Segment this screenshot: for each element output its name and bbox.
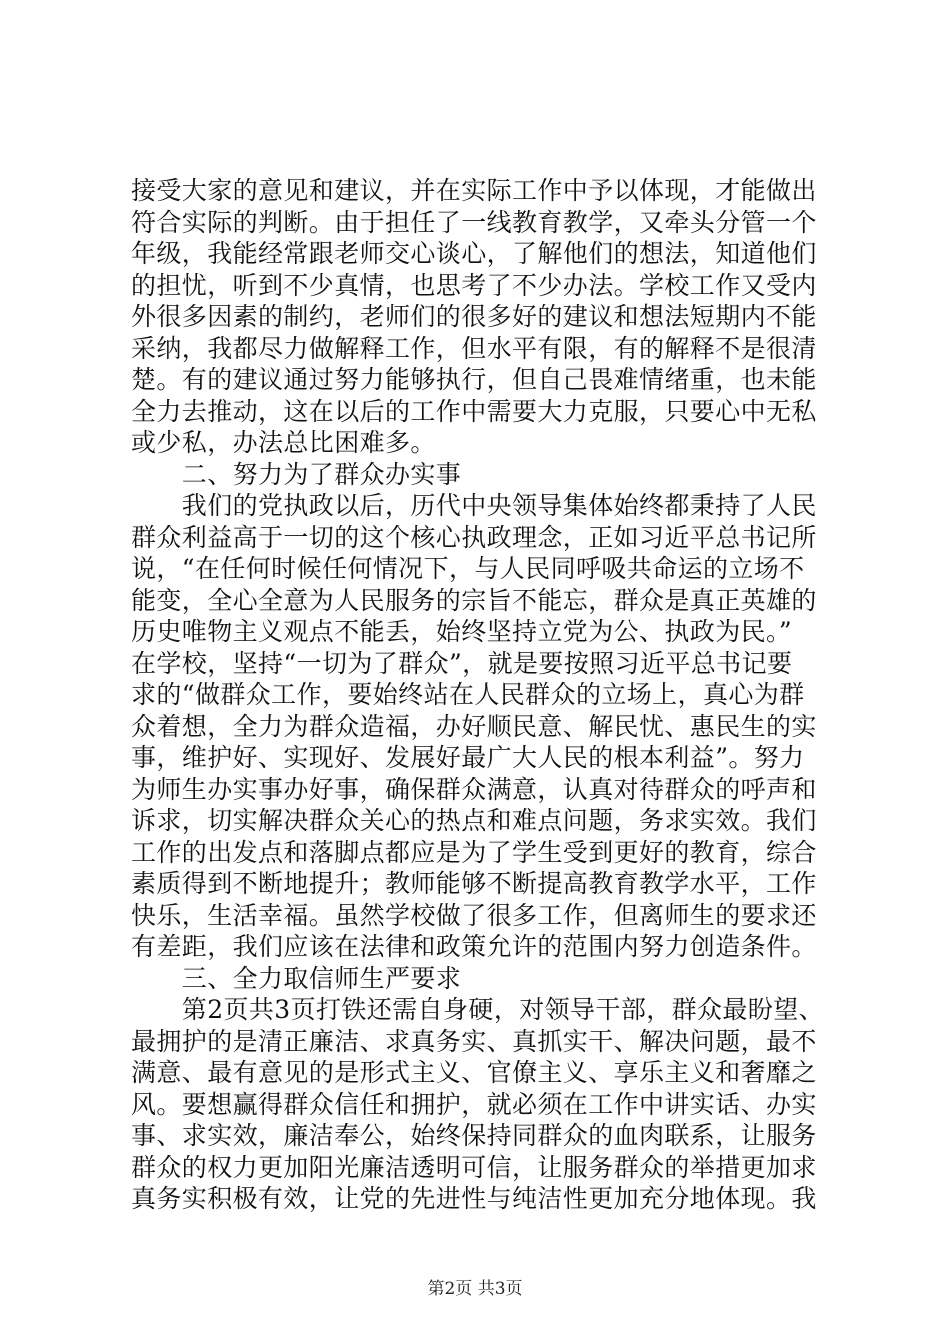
text-line: 群众利益高于一切的这个核心执政理念，正如习近平总书记所: [131, 522, 817, 552]
page-footer: 第2页 共3页: [427, 1279, 523, 1299]
text-line: 群众的权力更加阳光廉洁透明可信，让服务群众的举措更加求: [131, 1152, 817, 1182]
document-body: [131, 175, 831, 1215]
text-line: 在学校，坚持“一切为了群众”，就是要按照习近平总书记要: [131, 648, 793, 678]
text-line: 求的“做群众工作，要始终站在人民群众的立场上，真心为群: [131, 680, 805, 709]
text-line: 说，“在任何时候任何情况下，与人民同呼吸共命运的立场不: [131, 554, 805, 583]
text-line: 采纳，我都尽力做解释工作，但水平有限，有的解释不是很清: [131, 333, 817, 363]
text-line: 事，维护好、实现好、发展好最广大人民的根本利益”。努力: [131, 743, 805, 772]
text-line: 素质得到不断地提升；教师能够不断提高教育教学水平，工作: [131, 869, 817, 898]
text-line: 的担忧，听到不少真情，也思考了不少办法。学校工作又受内: [131, 270, 817, 300]
text-line: 历史唯物主义观点不能丢，始终坚持立党为公、执政为民。”: [131, 617, 793, 646]
text-line: 有差距，我们应该在法律和政策允许的范围内努力创造条件。: [131, 932, 817, 961]
text-line: 为师生办实事办好事，确保群众满意，认真对待群众的呼声和: [131, 774, 817, 804]
text-line: 第2页共3页打铁还需自身硬，对领导干部，群众最盼望、: [131, 995, 825, 1024]
text-line: 或少私，办法总比困难多。: [131, 428, 436, 457]
text-line: 风。要想赢得群众信任和拥护，就必须在工作中讲实话、办实: [131, 1089, 817, 1119]
text-line: 年级，我能经常跟老师交心谈心，了解他们的想法，知道他们: [131, 239, 817, 268]
text-line: 接受大家的意见和建议，并在实际工作中予以体现，才能做出: [131, 176, 817, 205]
text-line: 二、努力为了群众办实事: [131, 459, 462, 489]
text-line: 诉求，切实解决群众关心的热点和难点问题，务求实效。我们: [131, 806, 817, 835]
text-line: 快乐，生活幸福。虽然学校做了很多工作，但离师生的要求还: [131, 900, 817, 930]
text-line: 工作的出发点和落脚点都应是为了学生受到更好的教育，综合: [131, 837, 817, 867]
text-line: 楚。有的建议通过努力能够执行，但自己畏难情绪重，也未能: [131, 365, 817, 394]
text-line: 外很多因素的制约，老师们的很多好的建议和想法短期内不能: [131, 302, 817, 331]
text-line: 符合实际的判断。由于担任了一线教育教学，又牵头分管一个: [131, 207, 817, 237]
text-line: 事、求实效，廉洁奉公，始终保持同群众的血肉联系，让服务: [131, 1121, 817, 1150]
text-line: 我们的党执政以后，历代中央领导集体始终都秉持了人民: [131, 491, 817, 520]
text-line: 最拥护的是清正廉洁、求真务实、真抓实干、解决问题，最不: [131, 1026, 817, 1056]
text-line: 能变，全心全意为人民服务的宗旨不能忘，群众是真正英雄的: [131, 585, 817, 615]
text-line: 满意、最有意见的是形式主义、官僚主义、享乐主义和奢靡之: [131, 1058, 817, 1087]
text-line: 三、全力取信师生严要求: [131, 963, 462, 993]
text-line: 真务实积极有效，让党的先进性与纯洁性更加充分地体现。我: [131, 1184, 817, 1213]
text-line: 众着想，全力为群众造福，办好顺民意、解民忧、惠民生的实: [131, 711, 817, 741]
text-line: 全力去推动，这在以后的工作中需要大力克服，只要心中无私: [131, 396, 817, 426]
